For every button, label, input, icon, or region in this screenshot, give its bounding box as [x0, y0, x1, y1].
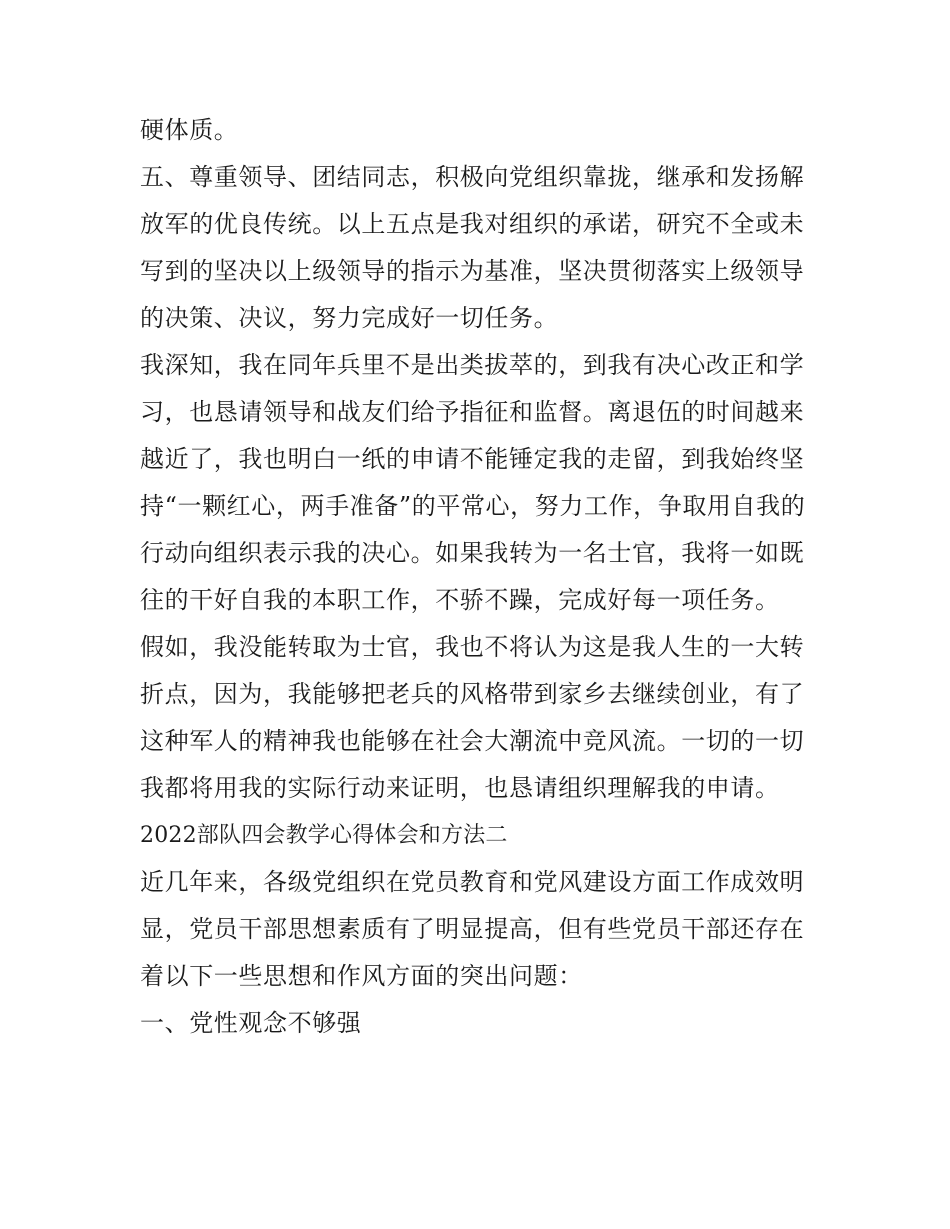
document-body — [140, 107, 812, 1047]
text-line: 行动向组织表示我的决心。如果我转为一名士官，我将一如既 — [140, 539, 805, 567]
text-line: 往的干好自我的本职工作，不骄不躁，完成好每一项任务。 — [140, 586, 780, 614]
text-line: 越近了，我也明白一纸的申请不能锤定我的走留，到我始终坚 — [140, 445, 805, 473]
text-line: 近几年来，各级党组织在党员教育和党风建设方面工作成效明 — [140, 868, 805, 896]
section-heading: 2022部队四会教学心得体会和方法二 — [140, 823, 508, 848]
text-line: 持“一颗红心，两手准备”的平常心，努力工作，争取用自我的 — [140, 492, 806, 520]
text-line: 显，党员干部思想素质有了明显提高，但有些党员干部还存在 — [140, 915, 805, 943]
text-line: 五、尊重领导、团结同志，积极向党组织靠拢，继承和发扬解 — [140, 163, 805, 191]
text-line: 一、党性观念不够强 — [140, 1009, 362, 1037]
text-line: 这种军人的精神我也能够在社会大潮流中竞风流。一切的一切 — [140, 727, 805, 755]
text-line: 假如，我没能转取为士官，我也不将认为这是我人生的一大转 — [140, 633, 805, 661]
text-line: 写到的坚决以上级领导的指示为基准，坚决贯彻落实上级领导 — [140, 257, 805, 285]
text-line: 硬体质。 — [140, 116, 239, 144]
text-line: 习，也恳请领导和战友们给予指征和监督。离退伍的时间越来 — [140, 398, 805, 426]
text-line: 放军的优良传统。以上五点是我对组织的承诺，研究不全或未 — [140, 210, 805, 238]
text-line: 我深知，我在同年兵里不是出类拔萃的，到我有决心改正和学 — [140, 351, 805, 379]
text-line: 的决策、决议，努力完成好一切任务。 — [140, 304, 559, 332]
text-line: 折点，因为，我能够把老兵的风格带到家乡去继续创业，有了 — [140, 680, 805, 708]
text-line: 我都将用我的实际行动来证明，也恳请组织理解我的申请。 — [140, 774, 780, 802]
text-line: 着以下一些思想和作风方面的突出问题： — [140, 962, 583, 990]
